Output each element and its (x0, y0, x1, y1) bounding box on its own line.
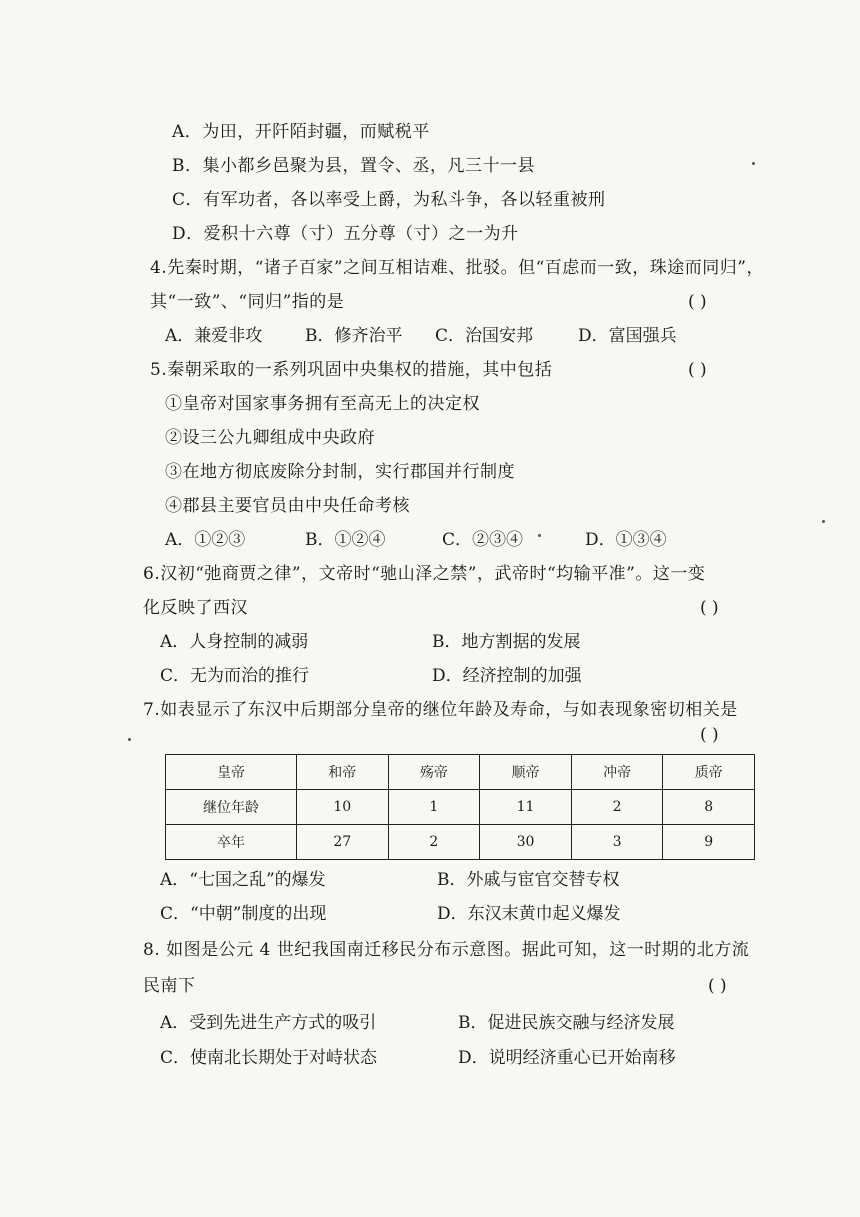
q5-option-b: B．①②④ (305, 530, 386, 550)
q8-option-b: B．促进民族交融与经济发展 (458, 1013, 675, 1033)
q3-option-a: A．为田，开阡陌封疆，而赋税平 (172, 122, 430, 142)
table-cell: 8 (663, 790, 755, 825)
table-cell: 9 (663, 825, 755, 860)
q8-option-c: C．使南北长期处于对峙状态 (160, 1048, 378, 1068)
table-cell: 2 (571, 790, 663, 825)
q5-item-2: ②设三公九卿组成中央政府 (165, 428, 375, 448)
q7-option-c: C．“中朝”制度的出现 (160, 904, 327, 924)
q6-option-b: B．地方割据的发展 (432, 632, 581, 652)
table-cell: 10 (297, 790, 389, 825)
q6-answer-paren: ( ) (700, 598, 719, 618)
q7-stem: 7.如表显示了东汉中后期部分皇帝的继位年龄及寿命，与如表现象密切相关是 (143, 700, 738, 720)
q6-option-a: A．人身控制的减弱 (160, 632, 309, 652)
scan-speck (128, 738, 131, 741)
q4-stem-line1: 4.先秦时期，“诸子百家”之间互相诘难、批驳。但“百虑而一致，珠途而同归”， (150, 258, 764, 278)
q6-stem-line2: 化反映了西汉 (143, 598, 248, 618)
q4-option-a: A．兼爱非攻 (165, 326, 263, 346)
table-cell: 顺帝 (480, 755, 572, 790)
q8-option-d: D．说明经济重心已开始南移 (458, 1048, 676, 1068)
table-row (166, 790, 755, 825)
table-cell: 和帝 (297, 755, 389, 790)
table-cell: 11 (480, 790, 572, 825)
q4-stem-line2: 其“一致”、“同归”指的是 (150, 292, 345, 312)
q5-answer-paren: ( ) (688, 360, 707, 380)
q3-option-c: C．有军功者，各以率受上爵，为私斗争，各以轻重被刑 (172, 190, 606, 210)
q5-stem: 5.秦朝采取的一系列巩固中央集权的措施，其中包括 (150, 360, 553, 380)
q5-option-a: A．①②③ (165, 530, 246, 550)
q7-answer-paren: ( ) (700, 725, 719, 745)
table-cell: 质帝 (663, 755, 755, 790)
q4-option-d: D．富国强兵 (578, 326, 677, 346)
q4-option-c: C．治国安邦 (435, 326, 534, 346)
q5-option-d: D．①③④ (585, 530, 667, 550)
q8-stem-line1: 8. 如图是公元 4 世纪我国南迁移民分布示意图。据此可知，这一时期的北方流 (143, 940, 750, 960)
table-cell: 27 (297, 825, 389, 860)
emperor-age-table (165, 754, 755, 860)
q4-answer-paren: ( ) (688, 292, 707, 312)
q8-answer-paren: ( ) (708, 976, 727, 996)
q8-option-a: A．受到先进生产方式的吸引 (160, 1013, 377, 1033)
table-cell: 2 (388, 825, 480, 860)
table-cell: 1 (388, 790, 480, 825)
q8-stem-line2: 民南下 (143, 976, 196, 996)
q5-item-3: ③在地方彻底废除分封制，实行郡国并行制度 (165, 462, 515, 482)
q6-stem-line1: 6.汉初“弛商贾之律”，文帝时“驰山泽之禁”，武帝时“均输平准”。这一变 (143, 564, 706, 584)
scan-speck (752, 162, 755, 165)
table-cell: 皇帝 (166, 755, 297, 790)
table-cell: 殇帝 (388, 755, 480, 790)
table-cell: 3 (571, 825, 663, 860)
q3-option-d: D．爱积十六尊（寸）五分尊（寸）之一为升 (172, 224, 519, 244)
q4-option-b: B．修齐治平 (305, 326, 403, 346)
table-header-row (166, 755, 755, 790)
q5-item-4: ④郡县主要官员由中央任命考核 (165, 496, 410, 516)
table-cell: 冲帝 (571, 755, 663, 790)
q7-option-b: B．外戚与宦官交替专权 (437, 870, 620, 890)
table-cell: 卒年 (166, 825, 297, 860)
q3-option-b: B．集小都乡邑聚为县，置令、丞，凡三十一县 (172, 156, 535, 176)
scan-speck (538, 534, 541, 537)
q7-option-a: A．“七国之乱”的爆发 (160, 870, 326, 890)
q5-item-1: ①皇帝对国家事务拥有至高无上的决定权 (165, 394, 480, 414)
scan-speck (822, 520, 825, 523)
table-cell: 30 (480, 825, 572, 860)
q7-option-d: D．东汉末黄巾起义爆发 (437, 904, 621, 924)
table-row (166, 825, 755, 860)
q6-option-d: D．经济控制的加强 (432, 666, 582, 686)
table-cell: 继位年龄 (166, 790, 297, 825)
q5-option-c: C．②③④ (442, 530, 524, 550)
q6-option-c: C．无为而治的推行 (160, 666, 310, 686)
